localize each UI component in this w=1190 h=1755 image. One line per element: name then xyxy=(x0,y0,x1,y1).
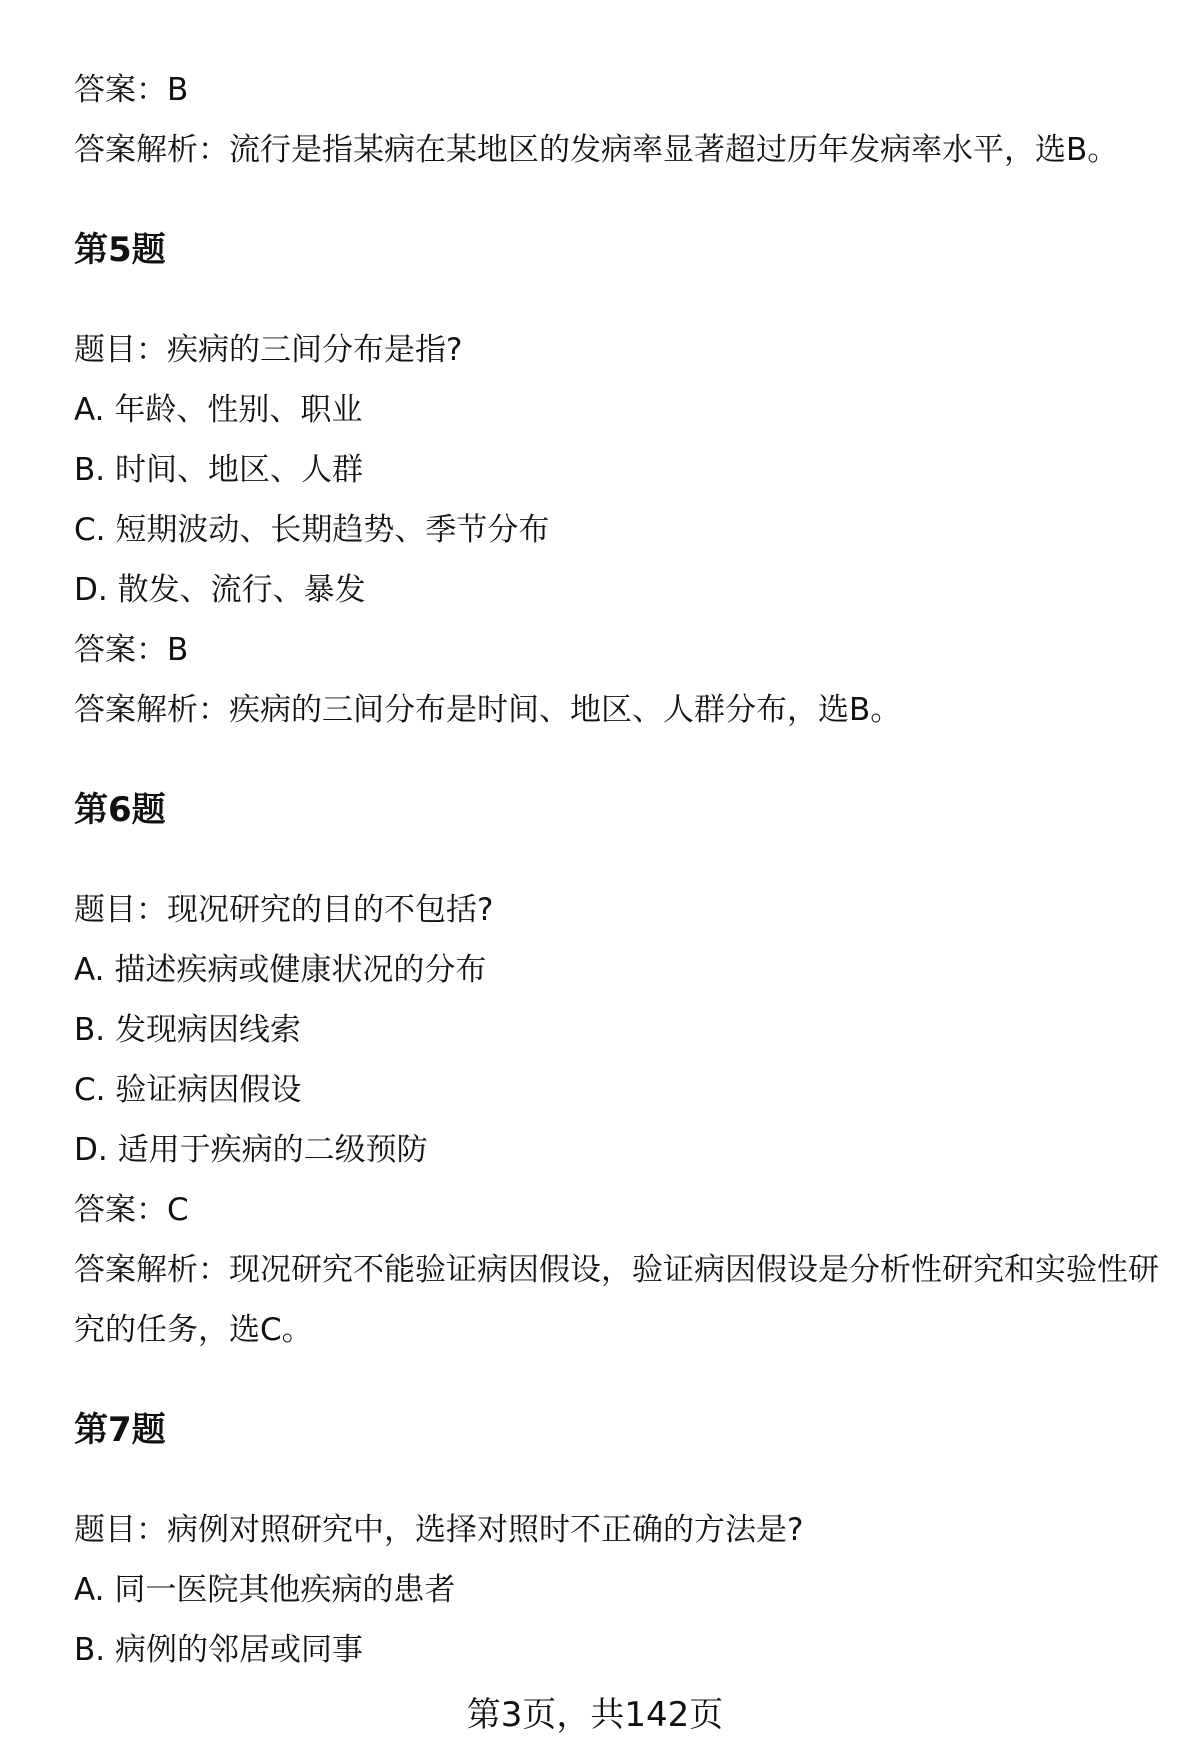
answer: 答案：B xyxy=(74,632,189,668)
question-block xyxy=(74,220,1164,740)
answer: 答案：C xyxy=(74,1192,189,1228)
option-b: B. 发现病因线索 xyxy=(74,1012,301,1048)
question-block xyxy=(74,1400,1164,1680)
option-a: A. 同一医院其他疾病的患者 xyxy=(74,1572,456,1608)
prev-explanation: 答案解析：流行是指某病在某地区的发病率显著超过历年发病率水平，选B。 xyxy=(74,132,1119,168)
question-stem: 题目：疾病的三间分布是指? xyxy=(74,332,463,368)
question-heading: 第6题 xyxy=(74,790,166,830)
question-heading: 第5题 xyxy=(74,230,166,270)
question-stem: 题目：病例对照研究中，选择对照时不正确的方法是? xyxy=(74,1512,804,1548)
explanation: 答案解析：疾病的三间分布是时间、地区、人群分布，选B。 xyxy=(74,692,902,728)
prev-answer: 答案：B xyxy=(74,72,189,108)
document-page xyxy=(74,60,1164,1680)
option-b: B. 时间、地区、人群 xyxy=(74,452,363,488)
option-b: B. 病例的邻居或同事 xyxy=(74,1632,363,1668)
question-stem: 题目：现况研究的目的不包括? xyxy=(74,892,494,928)
option-a: A. 年龄、性别、职业 xyxy=(74,392,363,428)
option-d: D. 适用于疾病的二级预防 xyxy=(74,1132,428,1168)
option-c: C. 验证病因假设 xyxy=(74,1072,302,1108)
explanation: 答案解析：现况研究不能验证病因假设，验证病因假设是分析性研究和实验性研究的任务，选C。 xyxy=(74,1252,1159,1348)
option-a: A. 描述疾病或健康状况的分布 xyxy=(74,952,487,988)
question-heading: 第7题 xyxy=(74,1410,166,1450)
page-number-footer: 第3页，共142页 xyxy=(466,1695,724,1735)
option-d: D. 散发、流行、暴发 xyxy=(74,572,366,608)
question-block xyxy=(74,780,1164,1360)
option-c: C. 短期波动、长期趋势、季节分布 xyxy=(74,512,550,548)
